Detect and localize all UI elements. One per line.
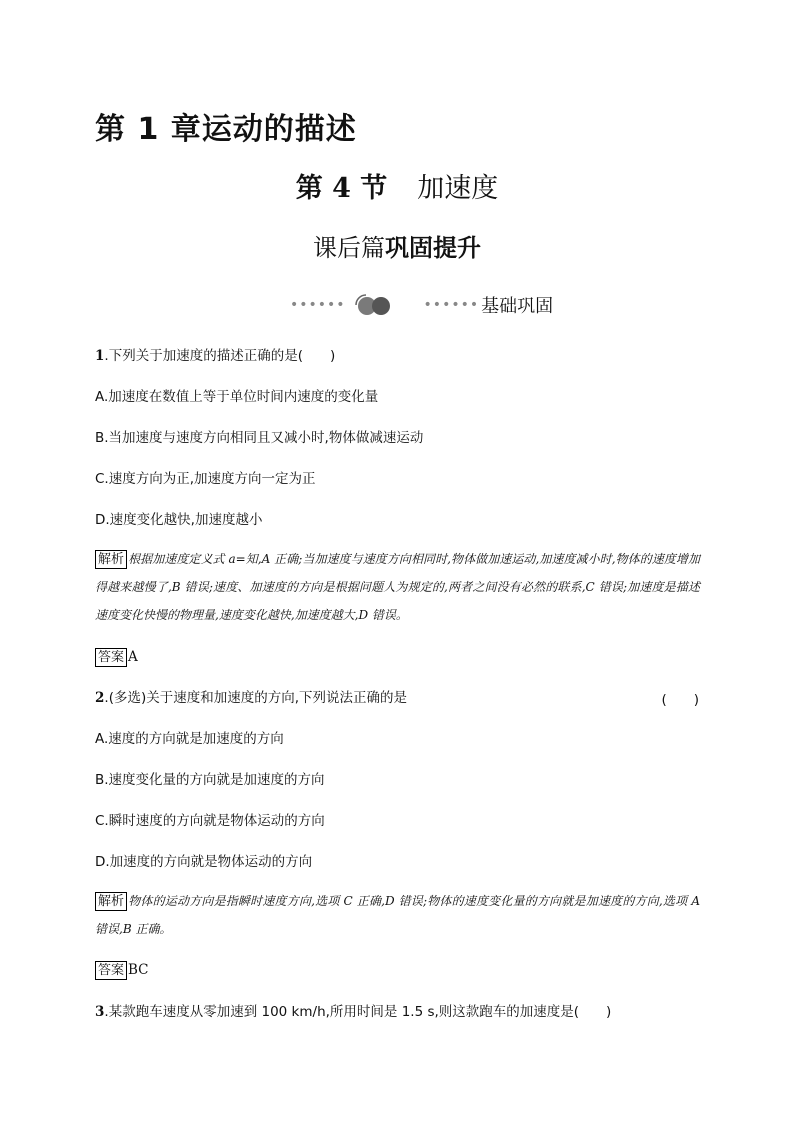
chapter-title: 第 1 章运动的描述 <box>95 112 357 147</box>
analysis-tag: 解析 <box>95 550 127 569</box>
q2-analysis <box>95 887 700 943</box>
analysis-text: 根据加速度定义式 a=知,A 正确;当加速度与速度方向相同时,物体做加速运动,加速度减小时,物体的速度增加得越来越慢了,B 错误;速度、加速度的方向是根据问题人为规定的,两者之间没有必然的联系,C 错误;加速度是描述速度变化快慢的物理量,速度变化越快,加速度越大,D 错误。 <box>95 552 700 622</box>
analysis-text: 物体的运动方向是指瞬时速度方向,选项 C 正确,D 错误;物体的速度变化量的方向就是加速度的方向,选项 A 错误,B 正确。 <box>95 894 700 936</box>
q2-answer <box>95 960 149 980</box>
q1-option-d: D.速度变化越快,加速度越小 <box>95 512 263 528</box>
q2-option-c: C.瞬时速度的方向就是物体运动的方向 <box>95 813 325 829</box>
q2-option-d: D.加速度的方向就是物体运动的方向 <box>95 854 313 870</box>
question-3-stem <box>95 1002 611 1022</box>
q2-option-b: B.速度变化量的方向就是加速度的方向 <box>95 772 325 788</box>
answer-tag: 答案 <box>95 648 127 667</box>
q2-option-a: A.速度的方向就是加速度的方向 <box>95 731 284 747</box>
question-2-stem <box>95 688 407 708</box>
question-1-stem <box>95 346 335 366</box>
divider-dots-left: •••••• <box>290 297 346 313</box>
question-number: 2 <box>95 690 105 706</box>
q1-option-a: A.加速度在数值上等于单位时间内速度的变化量 <box>95 389 379 405</box>
answer-tag: 答案 <box>95 961 127 980</box>
divider-dots-right: •••••• <box>423 297 480 313</box>
section-divider <box>290 292 553 318</box>
q1-answer <box>95 647 138 667</box>
divider-label: 基础巩固 <box>481 296 554 317</box>
question-number: 3 <box>95 1004 105 1020</box>
q1-analysis <box>95 545 700 629</box>
section-name: 加速度 <box>417 173 499 204</box>
subtitle-bold: 巩固提升 <box>385 234 481 262</box>
subtitle-normal: 课后篇 <box>313 234 385 262</box>
question-number: 1 <box>95 348 105 364</box>
section-title <box>0 166 794 205</box>
question-text: .下列关于加速度的描述正确的是( ) <box>104 348 336 364</box>
q2-answer-blank: ( ) <box>661 692 699 708</box>
answer-value: A <box>128 649 138 665</box>
question-text: .某款跑车速度从零加速到 100 km/h,所用时间是 1.5 s,则这款跑车的加速度是( ) <box>104 1004 612 1020</box>
section-number: 第 4 节 <box>295 173 388 204</box>
double-circle-icon <box>352 293 394 317</box>
q1-option-c: C.速度方向为正,加速度方向一定为正 <box>95 471 316 487</box>
q1-option-b: B.当加速度与速度方向相同且又减小时,物体做减速运动 <box>95 430 424 446</box>
answer-value: BC <box>128 962 149 978</box>
subtitle <box>0 228 794 263</box>
analysis-tag: 解析 <box>95 892 127 911</box>
question-text: .(多选)关于速度和加速度的方向,下列说法正确的是 <box>104 690 408 706</box>
